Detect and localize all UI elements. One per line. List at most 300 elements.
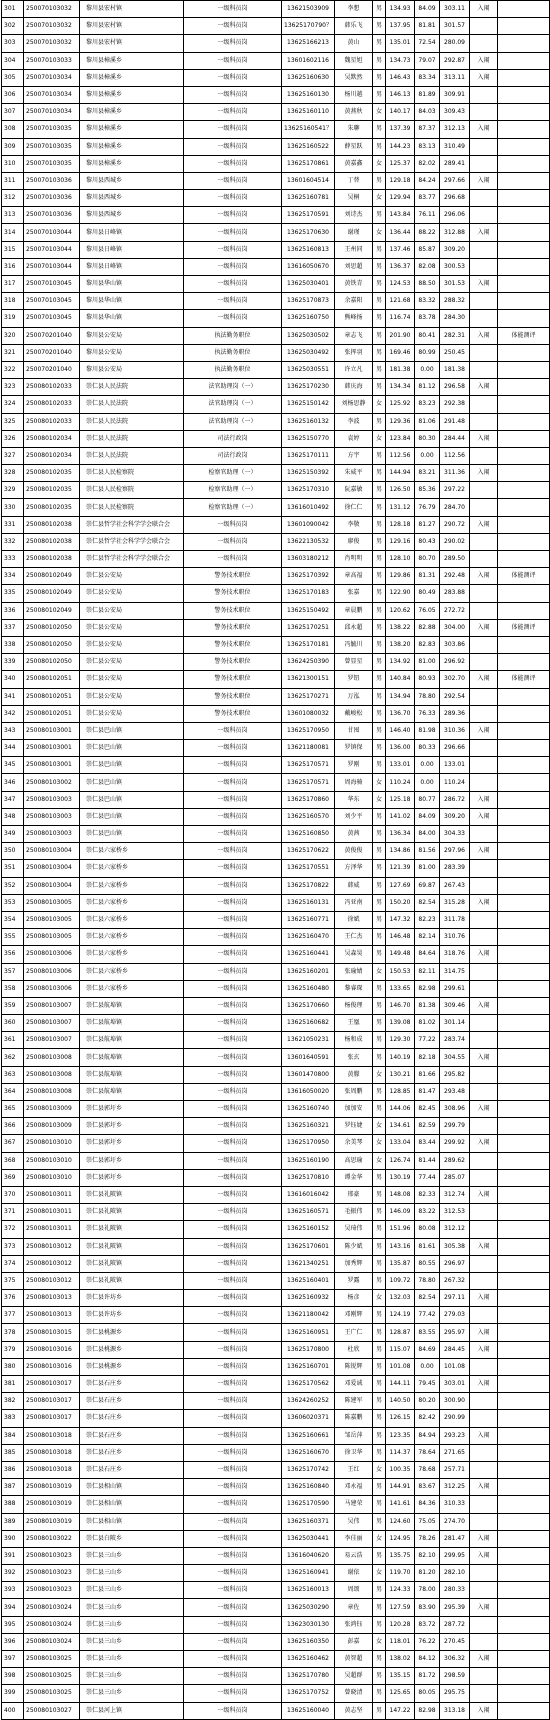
cell-candidate-name: 余嘉阳 xyxy=(335,293,373,310)
cell-position-code: 250080103016 xyxy=(24,1341,80,1358)
cell-seq: 352 xyxy=(2,877,24,894)
cell-total-score: 284.45 xyxy=(440,1341,470,1358)
cell-written-score: 144.11 xyxy=(386,1376,415,1393)
cell-shortlist-status: 入闱 xyxy=(470,894,498,911)
cell-interview-score: 79.07 xyxy=(415,52,440,69)
cell-total-score: 292.54 xyxy=(440,688,470,705)
cell-physical-test-note xyxy=(498,293,550,310)
cell-physical-test-note xyxy=(498,705,550,722)
cell-total-score: 304.55 xyxy=(440,1049,470,1066)
cell-shortlist-status: 入闱 xyxy=(470,1376,498,1393)
cell-position-name: 一级科员岗 xyxy=(184,241,282,258)
cell-total-score: 284.44 xyxy=(440,430,470,447)
cell-total-score: 309.20 xyxy=(440,808,470,825)
cell-gender: 男 xyxy=(373,1101,386,1118)
cell-written-score: 143.84 xyxy=(386,207,415,224)
cell-seq: 346 xyxy=(2,774,24,791)
cell-seq: 372 xyxy=(2,1221,24,1238)
cell-unit-name: 黎川县西城乡 xyxy=(80,172,184,189)
cell-unit-name: 黎川县华山镇 xyxy=(80,310,184,327)
cell-gender: 男 xyxy=(373,1238,386,1255)
cell-ticket-number: 13625160190 xyxy=(282,1152,335,1169)
cell-gender: 男 xyxy=(373,1272,386,1289)
cell-candidate-name: 方泽华 xyxy=(335,860,373,877)
cell-position-name: 一级科员岗 xyxy=(184,1358,282,1375)
cell-candidate-name: 李佳丽 xyxy=(335,1530,373,1547)
cell-seq: 373 xyxy=(2,1238,24,1255)
cell-position-code: 250080102049 xyxy=(24,568,80,585)
cell-position-code: 250080103017 xyxy=(24,1410,80,1427)
cell-interview-score: 78.80 xyxy=(415,688,440,705)
cell-physical-test-note xyxy=(498,860,550,877)
cell-ticket-number: 13625160462 xyxy=(282,1651,335,1668)
cell-position-code: 250080102050 xyxy=(24,654,80,671)
cell-written-score: 128.18 xyxy=(386,516,415,533)
cell-gender: 女 xyxy=(373,224,386,241)
cell-shortlist-status xyxy=(470,361,498,378)
cell-written-score: 140.17 xyxy=(386,104,415,121)
cell-candidate-name: 张嘉 xyxy=(335,585,373,602)
cell-position-name: 一级科员岗 xyxy=(184,1135,282,1152)
cell-candidate-name: 王广仁 xyxy=(335,1324,373,1341)
cell-position-code: 250080103009 xyxy=(24,1118,80,1135)
cell-candidate-name: 杨俊理 xyxy=(335,997,373,1014)
cell-total-score: 292.38 xyxy=(440,396,470,413)
cell-position-name: 执法勤务职位 xyxy=(184,327,282,344)
cell-total-score: 299.79 xyxy=(440,1118,470,1135)
table-row xyxy=(2,52,550,69)
cell-shortlist-status xyxy=(470,1616,498,1633)
cell-unit-name: 黎川县樟溪乡 xyxy=(80,104,184,121)
cell-candidate-name: 张玄 xyxy=(335,1049,373,1066)
cell-candidate-name: 王红 xyxy=(335,1461,373,1478)
cell-shortlist-status xyxy=(470,1118,498,1135)
cell-position-name: 警务技术职位 xyxy=(184,671,282,688)
cell-unit-name: 崇仁县哲学社会科学学会联合会 xyxy=(80,516,184,533)
cell-total-score: 295.82 xyxy=(440,1066,470,1083)
cell-candidate-name: 吴伟 xyxy=(335,1513,373,1530)
cell-interview-score: 83.72 xyxy=(415,1616,440,1633)
cell-seq: 330 xyxy=(2,499,24,516)
cell-interview-score: 81.00 xyxy=(415,860,440,877)
cell-ticket-number: 13625160040 xyxy=(282,1702,335,1719)
cell-written-score: 124.60 xyxy=(386,1513,415,1530)
cell-physical-test-note xyxy=(498,1444,550,1461)
cell-written-score: 129.94 xyxy=(386,190,415,207)
cell-ticket-number: 13625170562 xyxy=(282,1376,335,1393)
cell-position-name: 一级科员岗 xyxy=(184,1582,282,1599)
cell-gender: 男 xyxy=(373,516,386,533)
cell-seq: 368 xyxy=(2,1152,24,1169)
cell-physical-test-note xyxy=(498,1393,550,1410)
cell-gender: 男 xyxy=(373,1255,386,1272)
cell-shortlist-status xyxy=(470,1410,498,1427)
cell-unit-name: 黎川县樟溪乡 xyxy=(80,69,184,86)
cell-total-score: 304.00 xyxy=(440,619,470,636)
cell-physical-test-note xyxy=(498,1496,550,1513)
cell-unit-name: 崇仁县六家桥乡 xyxy=(80,894,184,911)
table-row xyxy=(2,636,550,653)
cell-shortlist-status xyxy=(470,155,498,172)
cell-unit-name: 崇仁县航埠镇 xyxy=(80,1049,184,1066)
cell-position-code: 250080102035 xyxy=(24,465,80,482)
cell-interview-score: 84.03 xyxy=(415,104,440,121)
cell-written-score: 131.12 xyxy=(386,499,415,516)
cell-unit-name: 崇仁县许坊乡 xyxy=(80,1307,184,1324)
cell-seq: 393 xyxy=(2,1582,24,1599)
cell-seq: 385 xyxy=(2,1444,24,1461)
table-row xyxy=(2,963,550,980)
cell-candidate-name: 王仁杰 xyxy=(335,929,373,946)
cell-position-name: 一级科员岗 xyxy=(184,808,282,825)
cell-unit-name: 崇仁县石庄乡 xyxy=(80,1461,184,1478)
cell-unit-name: 崇仁县巴山镇 xyxy=(80,791,184,808)
cell-shortlist-status xyxy=(470,1307,498,1324)
cell-total-score: 309.46 xyxy=(440,997,470,1014)
cell-position-code: 250080102049 xyxy=(24,585,80,602)
cell-candidate-name: 袁婷 xyxy=(335,430,373,447)
cell-candidate-name: 肖明明 xyxy=(335,551,373,568)
cell-written-score: 123.35 xyxy=(386,1427,415,1444)
cell-ticket-number: 13625160371 xyxy=(282,1513,335,1530)
cell-candidate-name: 章志飞 xyxy=(335,327,373,344)
cell-shortlist-status xyxy=(470,654,498,671)
cell-ticket-number: 13621503909 xyxy=(282,1,335,18)
cell-unit-name: 崇仁县许坊乡 xyxy=(80,1290,184,1307)
cell-shortlist-status xyxy=(470,911,498,928)
cell-total-score: 293.48 xyxy=(440,1083,470,1100)
cell-total-score: 310.76 xyxy=(440,929,470,946)
cell-gender: 男 xyxy=(373,705,386,722)
cell-position-name: 一级科员岗 xyxy=(184,791,282,808)
cell-position-code: 250080103025 xyxy=(24,1651,80,1668)
cell-total-score: 110.24 xyxy=(440,774,470,791)
cell-gender: 男 xyxy=(373,1651,386,1668)
cell-gender: 女 xyxy=(373,774,386,791)
table-row xyxy=(2,241,550,258)
cell-written-score: 130.21 xyxy=(386,1066,415,1083)
cell-candidate-name: 韩乐飞 xyxy=(335,18,373,35)
cell-ticket-number: 13625160850 xyxy=(282,826,335,843)
cell-total-score: 289.50 xyxy=(440,551,470,568)
cell-ticket-number: 13625160951 xyxy=(282,1324,335,1341)
cell-interview-score: 81.38 xyxy=(415,997,440,1014)
cell-gender: 女 xyxy=(373,1565,386,1582)
cell-ticket-number: 13625160480 xyxy=(282,980,335,997)
cell-written-score: 136.34 xyxy=(386,826,415,843)
cell-ticket-number: 13625160570 xyxy=(282,808,335,825)
cell-ticket-number: 13625150770 xyxy=(282,430,335,447)
cell-interview-score: 81.47 xyxy=(415,1083,440,1100)
table-row xyxy=(2,1427,550,1444)
table-row xyxy=(2,172,550,189)
cell-interview-score: 83.67 xyxy=(415,1479,440,1496)
cell-position-code: 250080103002 xyxy=(24,774,80,791)
cell-position-code: 250080102034 xyxy=(24,447,80,464)
cell-shortlist-status xyxy=(470,963,498,980)
cell-position-code: 250080103017 xyxy=(24,1393,80,1410)
cell-interview-score: 80.20 xyxy=(415,1393,440,1410)
cell-written-score: 144.06 xyxy=(386,1101,415,1118)
table-row xyxy=(2,1685,550,1702)
cell-unit-name: 崇仁县巴山镇 xyxy=(80,808,184,825)
cell-gender: 男 xyxy=(373,946,386,963)
cell-candidate-name: 彭嘉 xyxy=(335,1633,373,1650)
cell-position-code: 250070103036 xyxy=(24,207,80,224)
cell-seq: 389 xyxy=(2,1513,24,1530)
cell-written-score: 121.39 xyxy=(386,860,415,877)
cell-candidate-name: 章佐 xyxy=(335,1599,373,1616)
cell-total-score: 295.75 xyxy=(440,1685,470,1702)
cell-candidate-name: 吴森昊 xyxy=(335,946,373,963)
cell-shortlist-status: 入闱 xyxy=(470,224,498,241)
cell-gender: 女 xyxy=(373,1530,386,1547)
cell-written-score: 120.62 xyxy=(386,602,415,619)
cell-position-code: 250070201040 xyxy=(24,327,80,344)
table-row xyxy=(2,482,550,499)
cell-gender: 男 xyxy=(373,1702,386,1719)
cell-position-name: 一级科员岗 xyxy=(184,207,282,224)
table-row xyxy=(2,1307,550,1324)
cell-candidate-name: 谢依 xyxy=(335,1565,373,1582)
table-row xyxy=(2,276,550,293)
cell-unit-name: 崇仁县桃源乡 xyxy=(80,1358,184,1375)
cell-candidate-name: 罗露 xyxy=(335,1272,373,1289)
cell-position-code: 250070103036 xyxy=(24,190,80,207)
cell-shortlist-status xyxy=(470,1169,498,1186)
cell-unit-name: 黎川县日峰镇 xyxy=(80,258,184,275)
cell-physical-test-note xyxy=(498,1633,550,1650)
cell-candidate-name: 刘诗杰 xyxy=(335,207,373,224)
cell-seq: 318 xyxy=(2,293,24,310)
cell-unit-name: 崇仁县郭圩乡 xyxy=(80,1118,184,1135)
cell-ticket-number: 13625160470 xyxy=(282,929,335,946)
cell-interview-score: 82.14 xyxy=(415,929,440,946)
cell-gender: 女 xyxy=(373,430,386,447)
table-row xyxy=(2,1169,550,1186)
cell-ticket-number: 13625160201 xyxy=(282,963,335,980)
cell-gender: 男 xyxy=(373,1427,386,1444)
cell-position-name: 一级科员岗 xyxy=(184,155,282,172)
cell-position-code: 250080103008 xyxy=(24,1049,80,1066)
cell-position-code: 250080103024 xyxy=(24,1633,80,1650)
cell-written-score: 135.01 xyxy=(386,35,415,52)
cell-interview-score: 79.45 xyxy=(415,1376,440,1393)
cell-written-score: 150.20 xyxy=(386,894,415,911)
cell-candidate-name: 罗刚 xyxy=(335,757,373,774)
cell-physical-test-note xyxy=(498,963,550,980)
cell-shortlist-status: 入闱 xyxy=(470,1101,498,1118)
cell-position-name: 一级科员岗 xyxy=(184,1685,282,1702)
cell-gender: 男 xyxy=(373,1410,386,1427)
cell-interview-score: 84.94 xyxy=(415,1427,440,1444)
cell-shortlist-status: 入闱 xyxy=(470,69,498,86)
cell-position-name: 检察官助理（一） xyxy=(184,482,282,499)
cell-candidate-name: 罗镇保 xyxy=(335,740,373,757)
table-row xyxy=(2,1204,550,1221)
cell-physical-test-note xyxy=(498,430,550,447)
cell-written-score: 116.74 xyxy=(386,310,415,327)
cell-gender: 男 xyxy=(373,1049,386,1066)
cell-position-code: 250080102035 xyxy=(24,499,80,516)
cell-seq: 326 xyxy=(2,430,24,447)
cell-total-score: 301.14 xyxy=(440,1015,470,1032)
cell-shortlist-status xyxy=(470,533,498,550)
cell-total-score: 289.41 xyxy=(440,155,470,172)
cell-shortlist-status: 入闱 xyxy=(470,1290,498,1307)
table-row xyxy=(2,344,550,361)
cell-position-code: 250080103017 xyxy=(24,1376,80,1393)
table-row xyxy=(2,551,550,568)
cell-candidate-name: 薛星跃 xyxy=(335,138,373,155)
cell-total-score: 312.88 xyxy=(440,224,470,241)
cell-total-score: 305.38 xyxy=(440,1238,470,1255)
cell-unit-name: 崇仁县礼陂镇 xyxy=(80,1186,184,1203)
table-row xyxy=(2,1,550,18)
cell-unit-name: 崇仁县三山乡 xyxy=(80,1565,184,1582)
cell-physical-test-note xyxy=(498,911,550,928)
cell-interview-score: 82.18 xyxy=(415,1049,440,1066)
cell-total-score: 310.49 xyxy=(440,138,470,155)
cell-candidate-name: 罗钰婕 xyxy=(335,1118,373,1135)
cell-written-score: 133.65 xyxy=(386,980,415,997)
cell-seq: 357 xyxy=(2,963,24,980)
cell-gender: 男 xyxy=(373,1496,386,1513)
cell-seq: 339 xyxy=(2,654,24,671)
cell-shortlist-status xyxy=(470,1513,498,1530)
cell-unit-name: 黎川县樟溪乡 xyxy=(80,121,184,138)
cell-total-score: 296.66 xyxy=(440,740,470,757)
cell-written-score: 146.40 xyxy=(386,722,415,739)
cell-physical-test-note xyxy=(498,1324,550,1341)
cell-candidate-name: 杜欣 xyxy=(335,1341,373,1358)
cell-ticket-number: 13625170230 xyxy=(282,379,335,396)
cell-written-score: 136.00 xyxy=(386,740,415,757)
cell-ticket-number: 13625160522 xyxy=(282,138,335,155)
cell-gender: 男 xyxy=(373,1376,386,1393)
cell-interview-score: 76.05 xyxy=(415,602,440,619)
cell-interview-score: 81.72 xyxy=(415,1668,440,1685)
cell-total-score: 299.92 xyxy=(440,1135,470,1152)
cell-ticket-number: 13625170310 xyxy=(282,482,335,499)
cell-written-score: 112.56 xyxy=(386,447,415,464)
cell-shortlist-status xyxy=(470,207,498,224)
cell-position-code: 250070103033 xyxy=(24,52,80,69)
cell-candidate-name: 徐仁仁 xyxy=(335,499,373,516)
cell-seq: 341 xyxy=(2,688,24,705)
cell-written-score: 129.16 xyxy=(386,533,415,550)
cell-total-score: 292.48 xyxy=(440,568,470,585)
cell-position-name: 一级科员岗 xyxy=(184,1341,282,1358)
cell-candidate-name: 魏星旭 xyxy=(335,52,373,69)
cell-candidate-name: 黄智超 xyxy=(335,1651,373,1668)
cell-total-score: 285.07 xyxy=(440,1169,470,1186)
cell-candidate-name: 马建荣 xyxy=(335,1496,373,1513)
cell-gender: 男 xyxy=(373,1599,386,1616)
cell-position-code: 250080103023 xyxy=(24,1582,80,1599)
cell-shortlist-status: 入闱 xyxy=(470,671,498,688)
cell-position-name: 一级科员岗 xyxy=(184,1152,282,1169)
cell-unit-name: 崇仁县六家桥乡 xyxy=(80,980,184,997)
cell-total-score: 310.33 xyxy=(440,1496,470,1513)
cell-candidate-name: 刘思超 xyxy=(335,258,373,275)
cell-gender: 男 xyxy=(373,1169,386,1186)
table-row xyxy=(2,757,550,774)
cell-physical-test-note xyxy=(498,585,550,602)
cell-candidate-name: 曾显星 xyxy=(335,654,373,671)
cell-total-score: 284.70 xyxy=(440,499,470,516)
cell-shortlist-status: 入闱 xyxy=(470,1049,498,1066)
cell-gender: 男 xyxy=(373,1324,386,1341)
cell-ticket-number: 13622130532 xyxy=(282,533,335,550)
cell-position-code: 250080103019 xyxy=(24,1479,80,1496)
cell-unit-name: 崇仁县郭圩乡 xyxy=(80,1169,184,1186)
cell-position-name: 一级科员岗 xyxy=(184,946,282,963)
cell-position-name: 一级科员岗 xyxy=(184,740,282,757)
cell-written-score: 124.33 xyxy=(386,1582,415,1599)
cell-ticket-number: 13624250390 xyxy=(282,654,335,671)
cell-seq: 331 xyxy=(2,516,24,533)
cell-shortlist-status xyxy=(470,929,498,946)
cell-position-code: 250080102051 xyxy=(24,688,80,705)
cell-position-code: 250080103005 xyxy=(24,894,80,911)
cell-shortlist-status: 入闱 xyxy=(470,327,498,344)
cell-ticket-number: 13616040620 xyxy=(282,1547,335,1564)
cell-physical-test-note xyxy=(498,946,550,963)
cell-total-score: 280.33 xyxy=(440,1582,470,1599)
cell-total-score: 309.91 xyxy=(440,86,470,103)
cell-seq: 319 xyxy=(2,310,24,327)
cell-interview-score: 82.42 xyxy=(415,1410,440,1427)
cell-interview-score: 75.05 xyxy=(415,1513,440,1530)
cell-shortlist-status xyxy=(470,1668,498,1685)
cell-total-score: 300.53 xyxy=(440,258,470,275)
table-row xyxy=(2,1702,550,1719)
cell-total-score: 295.97 xyxy=(440,1324,470,1341)
cell-written-score: 118.01 xyxy=(386,1633,415,1650)
cell-unit-name: 崇仁县礼陂镇 xyxy=(80,1204,184,1221)
cell-total-score: 270.45 xyxy=(440,1633,470,1650)
cell-interview-score: 85.87 xyxy=(415,241,440,258)
cell-unit-name: 崇仁县三山乡 xyxy=(80,1582,184,1599)
cell-ticket-number: 13621300151 xyxy=(282,671,335,688)
cell-ticket-number: 13625160932 xyxy=(282,1290,335,1307)
cell-shortlist-status xyxy=(470,877,498,894)
cell-interview-score: 82.10 xyxy=(415,1547,440,1564)
cell-seq: 334 xyxy=(2,568,24,585)
cell-unit-name: 黎川县华山镇 xyxy=(80,276,184,293)
cell-position-name: 法官助理岗（一） xyxy=(184,413,282,430)
cell-position-name: 法官助理岗（一） xyxy=(184,379,282,396)
cell-shortlist-status: 入闱 xyxy=(470,430,498,447)
cell-seq: 316 xyxy=(2,258,24,275)
cell-written-score: 135.75 xyxy=(386,1547,415,1564)
cell-ticket-number: 13625150142 xyxy=(282,396,335,413)
cell-interview-score: 83.23 xyxy=(415,396,440,413)
cell-ticket-number: 13625160840 xyxy=(282,1479,335,1496)
cell-interview-score: 80.08 xyxy=(415,1221,440,1238)
cell-seq: 379 xyxy=(2,1341,24,1358)
cell-interview-score: 82.54 xyxy=(415,894,440,911)
cell-unit-name: 黎川县樟溪乡 xyxy=(80,138,184,155)
cell-candidate-name: 刘杨思静 xyxy=(335,396,373,413)
cell-physical-test-note xyxy=(498,1479,550,1496)
cell-candidate-name: 黄嘉鑫 xyxy=(335,155,373,172)
cell-candidate-name: 吴琦伟 xyxy=(335,1221,373,1238)
cell-ticket-number: 13625160441 xyxy=(282,946,335,963)
cell-ticket-number: 13625170660 xyxy=(282,997,335,1014)
cell-position-code: 250070103035 xyxy=(24,155,80,172)
